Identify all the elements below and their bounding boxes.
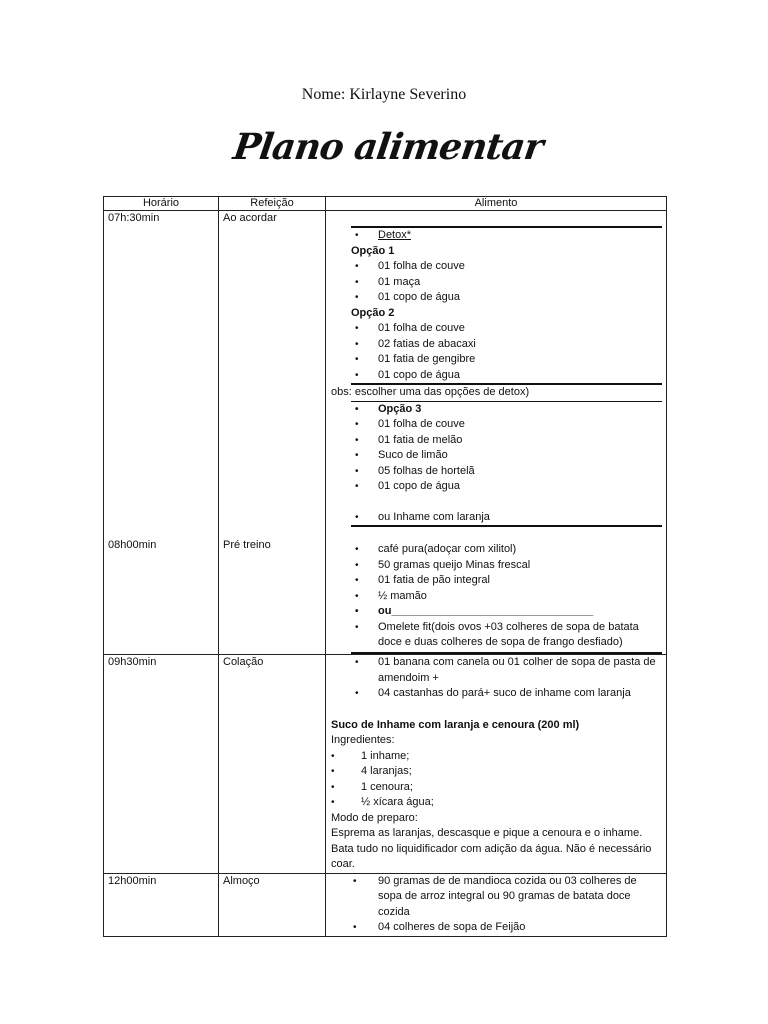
list-item: • café pura(adoçar com xilitol) (329, 542, 666, 558)
meal-plan-table (103, 196, 667, 937)
list-item: • 1 inhame; (331, 749, 666, 765)
meal-cell: Colação (219, 655, 326, 874)
food-cell (326, 873, 667, 936)
list-item: • 1 cenoura; (331, 780, 666, 796)
list-item: • 01 fatia de melão (329, 433, 666, 449)
option-title: Opção 2 (351, 306, 395, 319)
column-header-food: Alimento (326, 197, 667, 211)
list-item: • 04 castanhas do pará+ suco de inhame com laranja (329, 686, 666, 702)
table-row (104, 873, 667, 936)
obs-note: obs: escolher uma das opções de detox) (331, 386, 530, 398)
list-item: • 4 laranjas; (331, 764, 666, 780)
list-item: • 01 folha de couve (329, 259, 666, 275)
food-cell (326, 655, 667, 874)
option-title: • Opção 3 (329, 402, 666, 418)
list-item: • Omelete fit(dois ovos +03 colheres de sopa de batata doce e duas colheres de sopa de frango desfiado) (329, 620, 666, 651)
document-title: Plano alimentar (230, 126, 546, 168)
list-item: • Detox* (329, 228, 666, 244)
list-item: • ½ xícara água; (331, 795, 666, 811)
method-text: Esprema as laranjas, descasque e pique a cenoura e o inhame. Bata tudo no liquidificador com adição da água. Não é necessário coar. (331, 827, 652, 870)
list-item: • ou Inhame com laranja (329, 510, 666, 526)
ingredients-label: Ingredientes: (331, 734, 395, 746)
list-item: • 50 gramas queijo Minas frescal (329, 558, 666, 574)
list-item: • 01 fatia de pão integral (329, 573, 666, 589)
list-item: • 01 copo de água (329, 368, 666, 384)
food-cell (326, 211, 667, 655)
meal-cell: Almoço (219, 873, 326, 936)
list-item: • ou_________________________________ (329, 604, 666, 620)
column-header-time: Horário (104, 197, 219, 211)
time-value: 08h00min (108, 539, 157, 551)
list-item: • 01 fatia de gengibre (329, 352, 666, 368)
list-item: • 90 gramas de de mandioca cozida ou 03 colheres de sopa de arroz integral ou 90 gramas de batata doce cozida (329, 874, 666, 921)
meal-cell (219, 211, 326, 655)
list-item: • Suco de limão (329, 448, 666, 464)
table-header-row (104, 197, 667, 211)
meal-value: Ao acordar (223, 212, 277, 224)
patient-name: Nome: Kirlayne Severino (301, 86, 467, 103)
time-cell: 12h00min (104, 873, 219, 936)
list-item: • 01 maça (329, 275, 666, 291)
table-row (104, 655, 667, 874)
option-title: Opção 1 (351, 244, 395, 257)
list-item: • 02 fatias de abacaxi (329, 337, 666, 353)
meal-value: Pré treino (223, 539, 271, 551)
list-item: • 01 copo de água (329, 290, 666, 306)
recipe-title: Suco de Inhame com laranja e cenoura (200 ml) (331, 718, 580, 731)
divider (351, 652, 662, 654)
time-cell: 09h30min (104, 655, 219, 874)
time-value: 07h:30min (108, 212, 160, 224)
list-item: • 01 banana com canela ou 01 colher de sopa de pasta de amendoim + (329, 655, 666, 686)
list-item: • 01 folha de couve (329, 417, 666, 433)
list-item: • 01 copo de água (329, 479, 666, 495)
time-cell (104, 211, 219, 655)
list-item: • 05 folhas de hortelã (329, 464, 666, 480)
list-item: • 01 folha de couve (329, 321, 666, 337)
method-label: Modo de preparo: (331, 811, 418, 824)
column-header-meal: Refeição (219, 197, 326, 211)
list-item: • ½ mamão (329, 589, 666, 605)
table-row (104, 211, 667, 655)
list-item: • 04 colheres de sopa de Feijão (329, 920, 666, 936)
